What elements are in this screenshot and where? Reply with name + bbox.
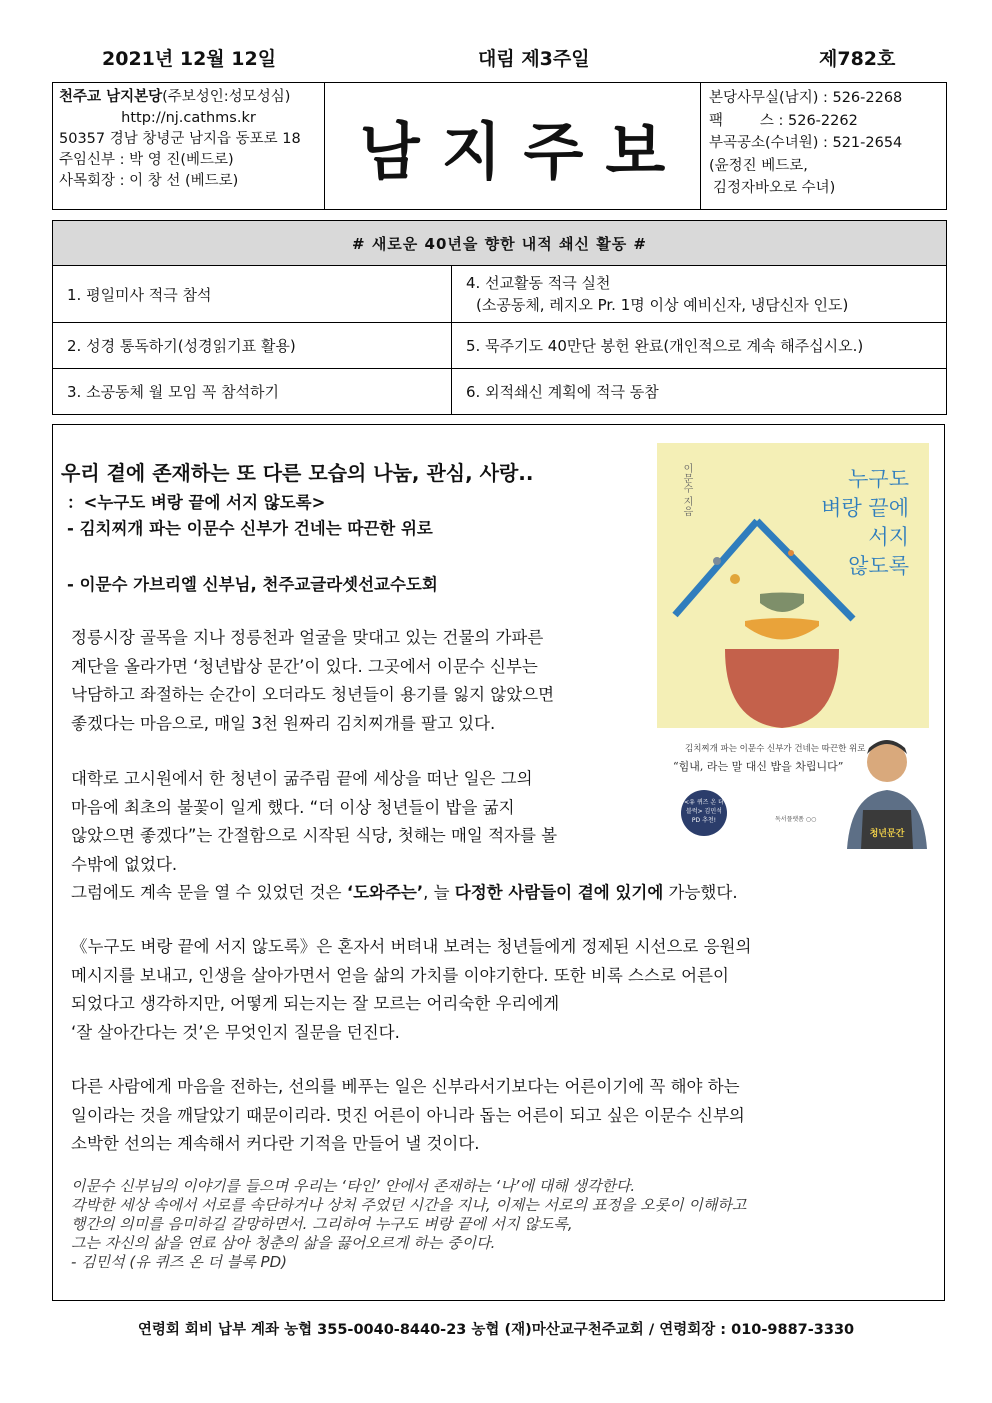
paragraph-1-line: 정릉시장 골목을 지나 정릉천과 얼굴을 맞대고 있는 건물의 가파른 [71, 628, 544, 647]
article-title: 우리 곁에 존재하는 또 다른 모습의 나눔, 관심, 사랑.. [61, 461, 534, 485]
paragraph-1 [71, 624, 554, 738]
emphasis: 다정한 사람들이 곁에 있기에 [454, 883, 664, 902]
quote-line: 행간의 의미를 음미하길 갈망하면서. 그리하여 누구도 벼랑 끝에 서지 않도록, [71, 1215, 573, 1233]
emphasis: ‘도와주는’ [346, 883, 424, 902]
article-author: - 이문수 가브리엘 신부님, 천주교글라셋선교수도회 [67, 575, 438, 594]
book-cover [657, 443, 929, 728]
convent-phone: 부곡공소(수녀원) : 521-2654 [709, 135, 903, 151]
paragraph-4-line: 소박한 선의는 계속해서 커다란 기적을 만들어 낼 것이다. [71, 1134, 480, 1153]
paragraph-1-line: 계단을 올라가면 ‘청년밥상 문간’이 있다. 그곳에서 이문수 신부는 [71, 656, 538, 676]
goal-1: 1. 평일미사 적극 참석 [53, 266, 452, 323]
book-title-line: 누구도 [848, 467, 909, 491]
footer-account-info: 연령회 회비 납부 계좌 농협 355-0040-8440-23 농협 (재)마산교구천주교회 / 연령회장 : 010-9887-3330 [137, 1322, 855, 1338]
goal-4-detail: (소공동체, 레지오 Pr. 1명 이상 예비신자, 냉담신자 인도) [476, 296, 849, 314]
council-president: 사목회장 : 이 창 선 (베드로) [59, 173, 239, 189]
quote-line: 그는 자신의 삶을 연료 삼아 청춘의 삶을 끓어오르게 하는 중이다. [71, 1234, 496, 1252]
bowl-small [760, 593, 804, 613]
paragraph-2-line: 대학로 고시원에서 한 청년이 굶주림 끝에 세상을 떠난 일은 그의 [71, 769, 533, 788]
paragraph-2-line [71, 879, 738, 908]
bowl-medium [745, 618, 819, 640]
paragraph-3-line: 메시지를 보내고, 인생을 살아가면서 얻을 삶의 가치를 이야기한다. 또한 비록 스스로 어른이 [71, 965, 729, 985]
issue-date: 2021년 12월 12일 [102, 48, 277, 70]
pastor: 주임신부 : 박 영 진(베드로) [59, 152, 234, 168]
text-run: 가능했다. [663, 883, 738, 902]
parish-name: 천주교 남지본당 [59, 89, 163, 105]
text-run: 그럼에도 계속 문을 열 수 있었던 것은 [71, 883, 347, 902]
issue-number: 제782호 [819, 48, 896, 70]
parish-info [53, 83, 325, 209]
book-title-line: 서지 [868, 525, 909, 549]
article-subtitle: - 김치찌개 파는 이문수 신부가 건네는 따끈한 위로 [67, 519, 433, 538]
paragraph-1-line: 좋겠다는 마음으로, 매일 3천 원짜리 김치찌개를 팔고 있다. [71, 713, 496, 733]
dot [788, 550, 794, 556]
sisters-line-1: (윤정진 베드로, [709, 157, 808, 174]
paragraph-3-line: 되었다고 생각하지만, 어떻게 되는지는 잘 모르는 어리숙한 우리에게 [71, 994, 560, 1013]
article-book-title: ：<누구도 벼랑 끝에 서지 않도록> [67, 493, 326, 512]
quote-line: 각박한 세상 속에서 서로를 속단하거나 상처 주었던 시간을 지나, 이제는 서로의 표정을 오롯이 이해하고 [71, 1196, 747, 1214]
goal-2: 2. 성경 통독하기(성경읽기표 활용) [53, 323, 452, 369]
paragraph-3 [71, 933, 751, 1047]
sisters-line-2: 김정자바오로 수녀) [713, 180, 836, 196]
renewal-goals-table [52, 220, 947, 415]
liturgical-day: 대림 제3주일 [478, 48, 590, 70]
goal-6: 6. 외적쇄신 계획에 적극 동참 [452, 369, 947, 415]
paragraph-3-line: ‘잘 살아간다는 것’은 무엇인지 질문을 던진다. [71, 1022, 400, 1042]
paragraph-2 [71, 765, 738, 908]
book-tagline: “힘내, 라는 말 대신 밥을 차립니다” [673, 760, 844, 773]
paragraph-4 [71, 1073, 745, 1159]
publisher-logo: 독서플랫폼 ○○ [775, 816, 817, 823]
paragraph-2-line: 않았으면 좋겠다”는 간절함으로 시작된 식당, 첫해는 매일 적자를 볼 [71, 826, 558, 845]
book-article [52, 424, 945, 1301]
book-title [821, 465, 909, 581]
paragraph-4-line: 일이라는 것을 깨달았기 때문이리라. 멋진 어른이 아니라 돕는 어른이 되고 싶은 이문수 신부의 [71, 1105, 745, 1125]
goal-3: 3. 소공동체 월 모임 꼭 참석하기 [53, 369, 452, 415]
parish-patron: (주보성인:성모성심) [162, 89, 291, 105]
goal-5: 5. 묵주기도 40만단 봉헌 완료(개인적으로 계속 해주십시오.) [452, 323, 947, 369]
recommendation-sticker: <유 퀴즈 온 더 블럭> 김민석 PD 추천! [681, 790, 727, 836]
goal-4 [452, 266, 947, 323]
quote-line: - 김민석 (유 퀴즈 온 더 블록 PD) [71, 1253, 287, 1271]
text-run: , 늘 [423, 883, 455, 902]
masthead [52, 82, 947, 210]
book-title-line: 벼랑 끝에 [821, 496, 909, 520]
book-author: 이문수 지음 [681, 463, 692, 517]
office-phone: 본당사무실(남지) : 526-2268 [709, 90, 903, 106]
contact-info [701, 83, 946, 209]
masthead-title: 남지주보 [359, 114, 688, 188]
author-photo [843, 728, 929, 849]
paragraph-1-line: 낙담하고 좌절하는 순간이 오더라도 청년들이 용기를 잃지 않았으면 [71, 685, 555, 704]
paragraph-2-line: 수밖에 없었다. [71, 854, 178, 874]
goal-4-title: 4. 선교활동 적극 실천 [466, 274, 611, 292]
parish-address: 50357 경남 창녕군 남지읍 동포로 18 [59, 131, 301, 147]
chopstick-left [675, 521, 757, 615]
recommendation-quote [71, 1177, 746, 1272]
book-promo-band [657, 728, 929, 849]
issue-info-bar [0, 44, 992, 74]
book-title-line: 않도록 [848, 554, 909, 578]
dot [713, 557, 721, 565]
goals-heading: # 새로운 40년을 향한 내적 쇄신 활동 # [53, 221, 947, 266]
parish-url[interactable]: http://nj.cathms.kr [121, 110, 256, 126]
masthead-title-box [325, 83, 701, 209]
paragraph-3-line: 《누구도 벼랑 끝에 서지 않도록》은 혼자서 버텨내 보려는 청년들에게 정제된 시선으로 응원의 [71, 937, 752, 956]
bowl-large [725, 649, 839, 728]
paragraph-4-line: 다른 사람에게 마음을 전하는, 선의를 베푸는 일은 신부라서기보다는 어른이기에 꼭 해야 하는 [71, 1077, 740, 1096]
apron-logo: 청년문간 [869, 829, 905, 839]
paragraph-2-line: 마음에 최초의 불꽃이 일게 했다. “더 이상 청년들이 밥을 굶지 [71, 797, 515, 817]
dot [730, 574, 740, 584]
quote-line: 이문수 신부님의 이야기를 들으며 우리는 ‘타인’ 안에서 존재하는 ‘나’에 대해 생각한다. [71, 1177, 636, 1195]
fax-number: 팩 스 : 526-2262 [709, 112, 858, 129]
book-tag: 김치찌개 파는 이문수 신부가 건네는 따끈한 위로 [685, 744, 866, 754]
